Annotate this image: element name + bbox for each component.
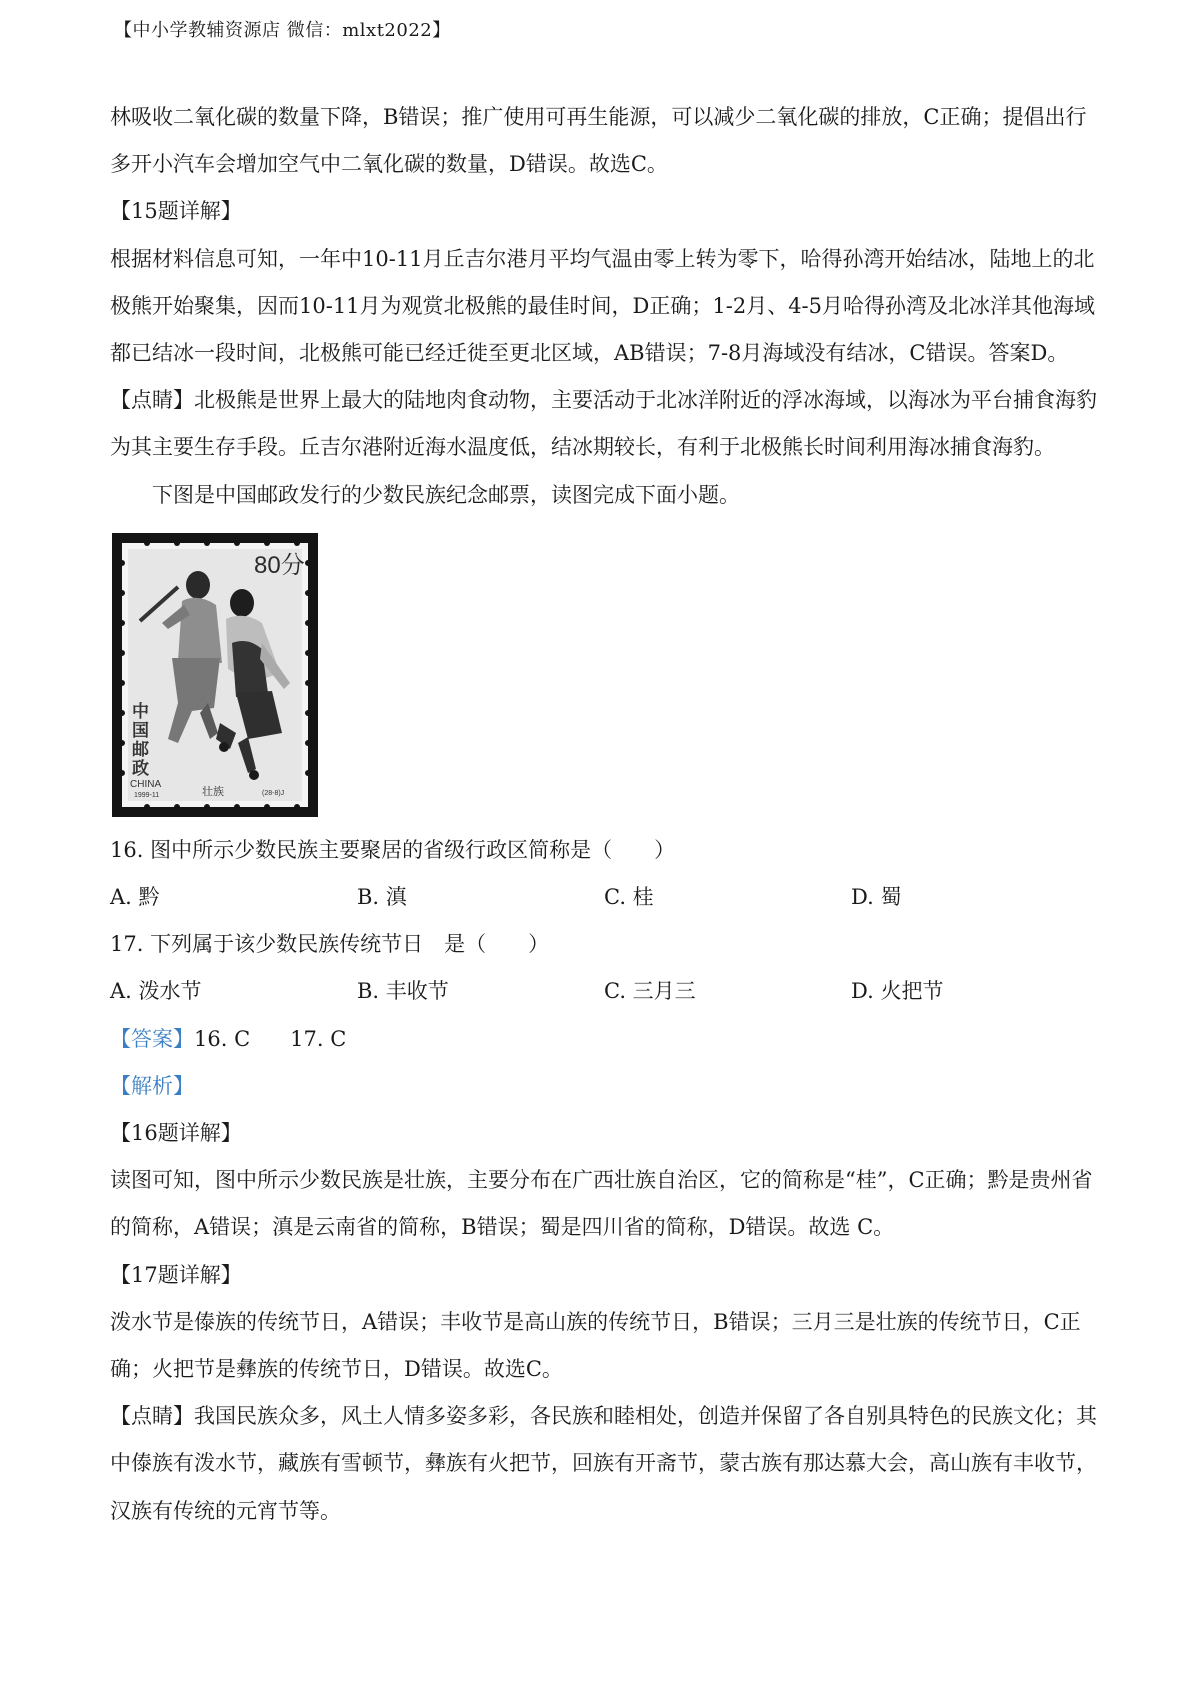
document-body [110,94,1100,1535]
paragraph-continuation: 林吸收二氧化碳的数量下降，B错误；推广使用可再生能源，可以减少二氧化碳的排放，C正确；提倡出行多开小汽车会增加空气中二氧化碳的数量，D错误。故选C。 [110,105,1087,177]
answer-16: 16. C [194,1026,251,1051]
dianjing-text-2: 我国民族众多，风土人情多姿多彩，各民族和睦相处，创造并保留了各自别具特色的民族文化；其中傣族有泼水节，藏族有雪顿节，彝族有火把节，回族有开斋节，蒙古族有那达慕大会，高山族有丰收节，汉族有传统的元宵节等。 [110,1404,1097,1523]
stamp-country-char-3: 邮 [132,739,149,760]
stamp-year-code: 1999-11 [134,791,160,799]
question-16-option-b: B. 滇 [357,885,407,910]
question-17-option-d: D. 火把节 [851,979,944,1004]
question-16-option-a: A. 黔 [110,885,160,910]
stamp-serial: (28-8)J [262,789,285,797]
dianjing-label: 【点睛】 [110,388,194,413]
paragraph-dianjing-2 [110,1393,1100,1535]
question-16-options [110,874,1100,921]
question-16-option-c: C. 桂 [604,885,654,910]
question-17-options [110,968,1100,1015]
stamp-ethnic-label: 壮族 [202,784,224,798]
heading-q17-detail: 【17题详解】 [110,1262,242,1287]
dianjing-text: 北极熊是世界上最大的陆地肉食动物，主要活动于北冰洋附近的浮冰海域，以海冰为平台捕食海豹为其主要生存手段。丘吉尔港附近海水温度低，结冰期较长，有利于北极熊长时间利用海冰捕食海豹。 [110,388,1097,460]
analysis-label: 【解析】 [110,1073,194,1098]
stamp-value-text: 80分 [254,551,305,579]
answer-label: 【答案】 [110,1026,194,1051]
question-16-stem: 16. 图中所示少数民族主要聚居的省级行政区简称是（ ） [110,837,676,862]
stamp-image [112,533,318,817]
heading-q15-detail: 【15题详解】 [110,199,242,224]
heading-q16-detail: 【16题详解】 [110,1121,242,1146]
paragraph-dianjing-1 [110,377,1100,471]
question-17-option-a: A. 泼水节 [110,979,202,1004]
intro-paragraph: 下图是中国邮政发行的少数民族纪念邮票，读图完成下面小题。 [152,482,740,507]
question-17-option-c: C. 三月三 [604,979,696,1004]
question-17-option-b: B. 丰收节 [357,979,449,1004]
stamp-country-char-1: 中 [132,701,149,722]
question-17-stem: 17. 下列属于该少数民族传统节日 是（ ） [110,932,550,957]
paragraph-q17-detail: 泼水节是傣族的传统节日，A错误；丰收节是高山族的传统节日，B错误；三月三是壮族的传统节日，C正确；火把节是彝族的传统节日，D错误。故选C。 [110,1309,1081,1382]
stamp-country-char-2: 国 [132,720,149,741]
stamp-illustration [112,533,318,817]
answer-line [110,1016,1100,1063]
stamp-country-char-4: 政 [132,758,149,779]
page-header-watermark: 【中小学教辅资源店 微信：mlxt2022】 [114,20,451,41]
stamp-country-en: CHINA [130,778,162,790]
paragraph-q16-detail: 读图可知，图中所示少数民族是壮族，主要分布在广西壮族自治区，它的简称是“桂”，C正确；黔是贵州省的简称，A错误；滇是云南省的简称，B错误；蜀是四川省的简称，D错误。故选 C。 [110,1168,1093,1240]
dianjing-label-2: 【点睛】 [110,1404,194,1429]
question-16-option-d: D. 蜀 [851,885,902,910]
answer-17: 17. C [290,1026,347,1051]
paragraph-q15-detail: 根据材料信息可知，一年中10-11月丘吉尔港月平均气温由零上转为零下，哈得孙湾开始结冰，陆地上的北极熊开始聚集，因而10-11月为观赏北极熊的最佳时间，D正确；1-2月、4-5月哈得孙湾及北冰洋其他海域都已结冰一段时间，北极熊可能已经迁徙至更北区域，AB错误；7-8月海域没有结冰，C错误。答案D。 [110,246,1096,366]
